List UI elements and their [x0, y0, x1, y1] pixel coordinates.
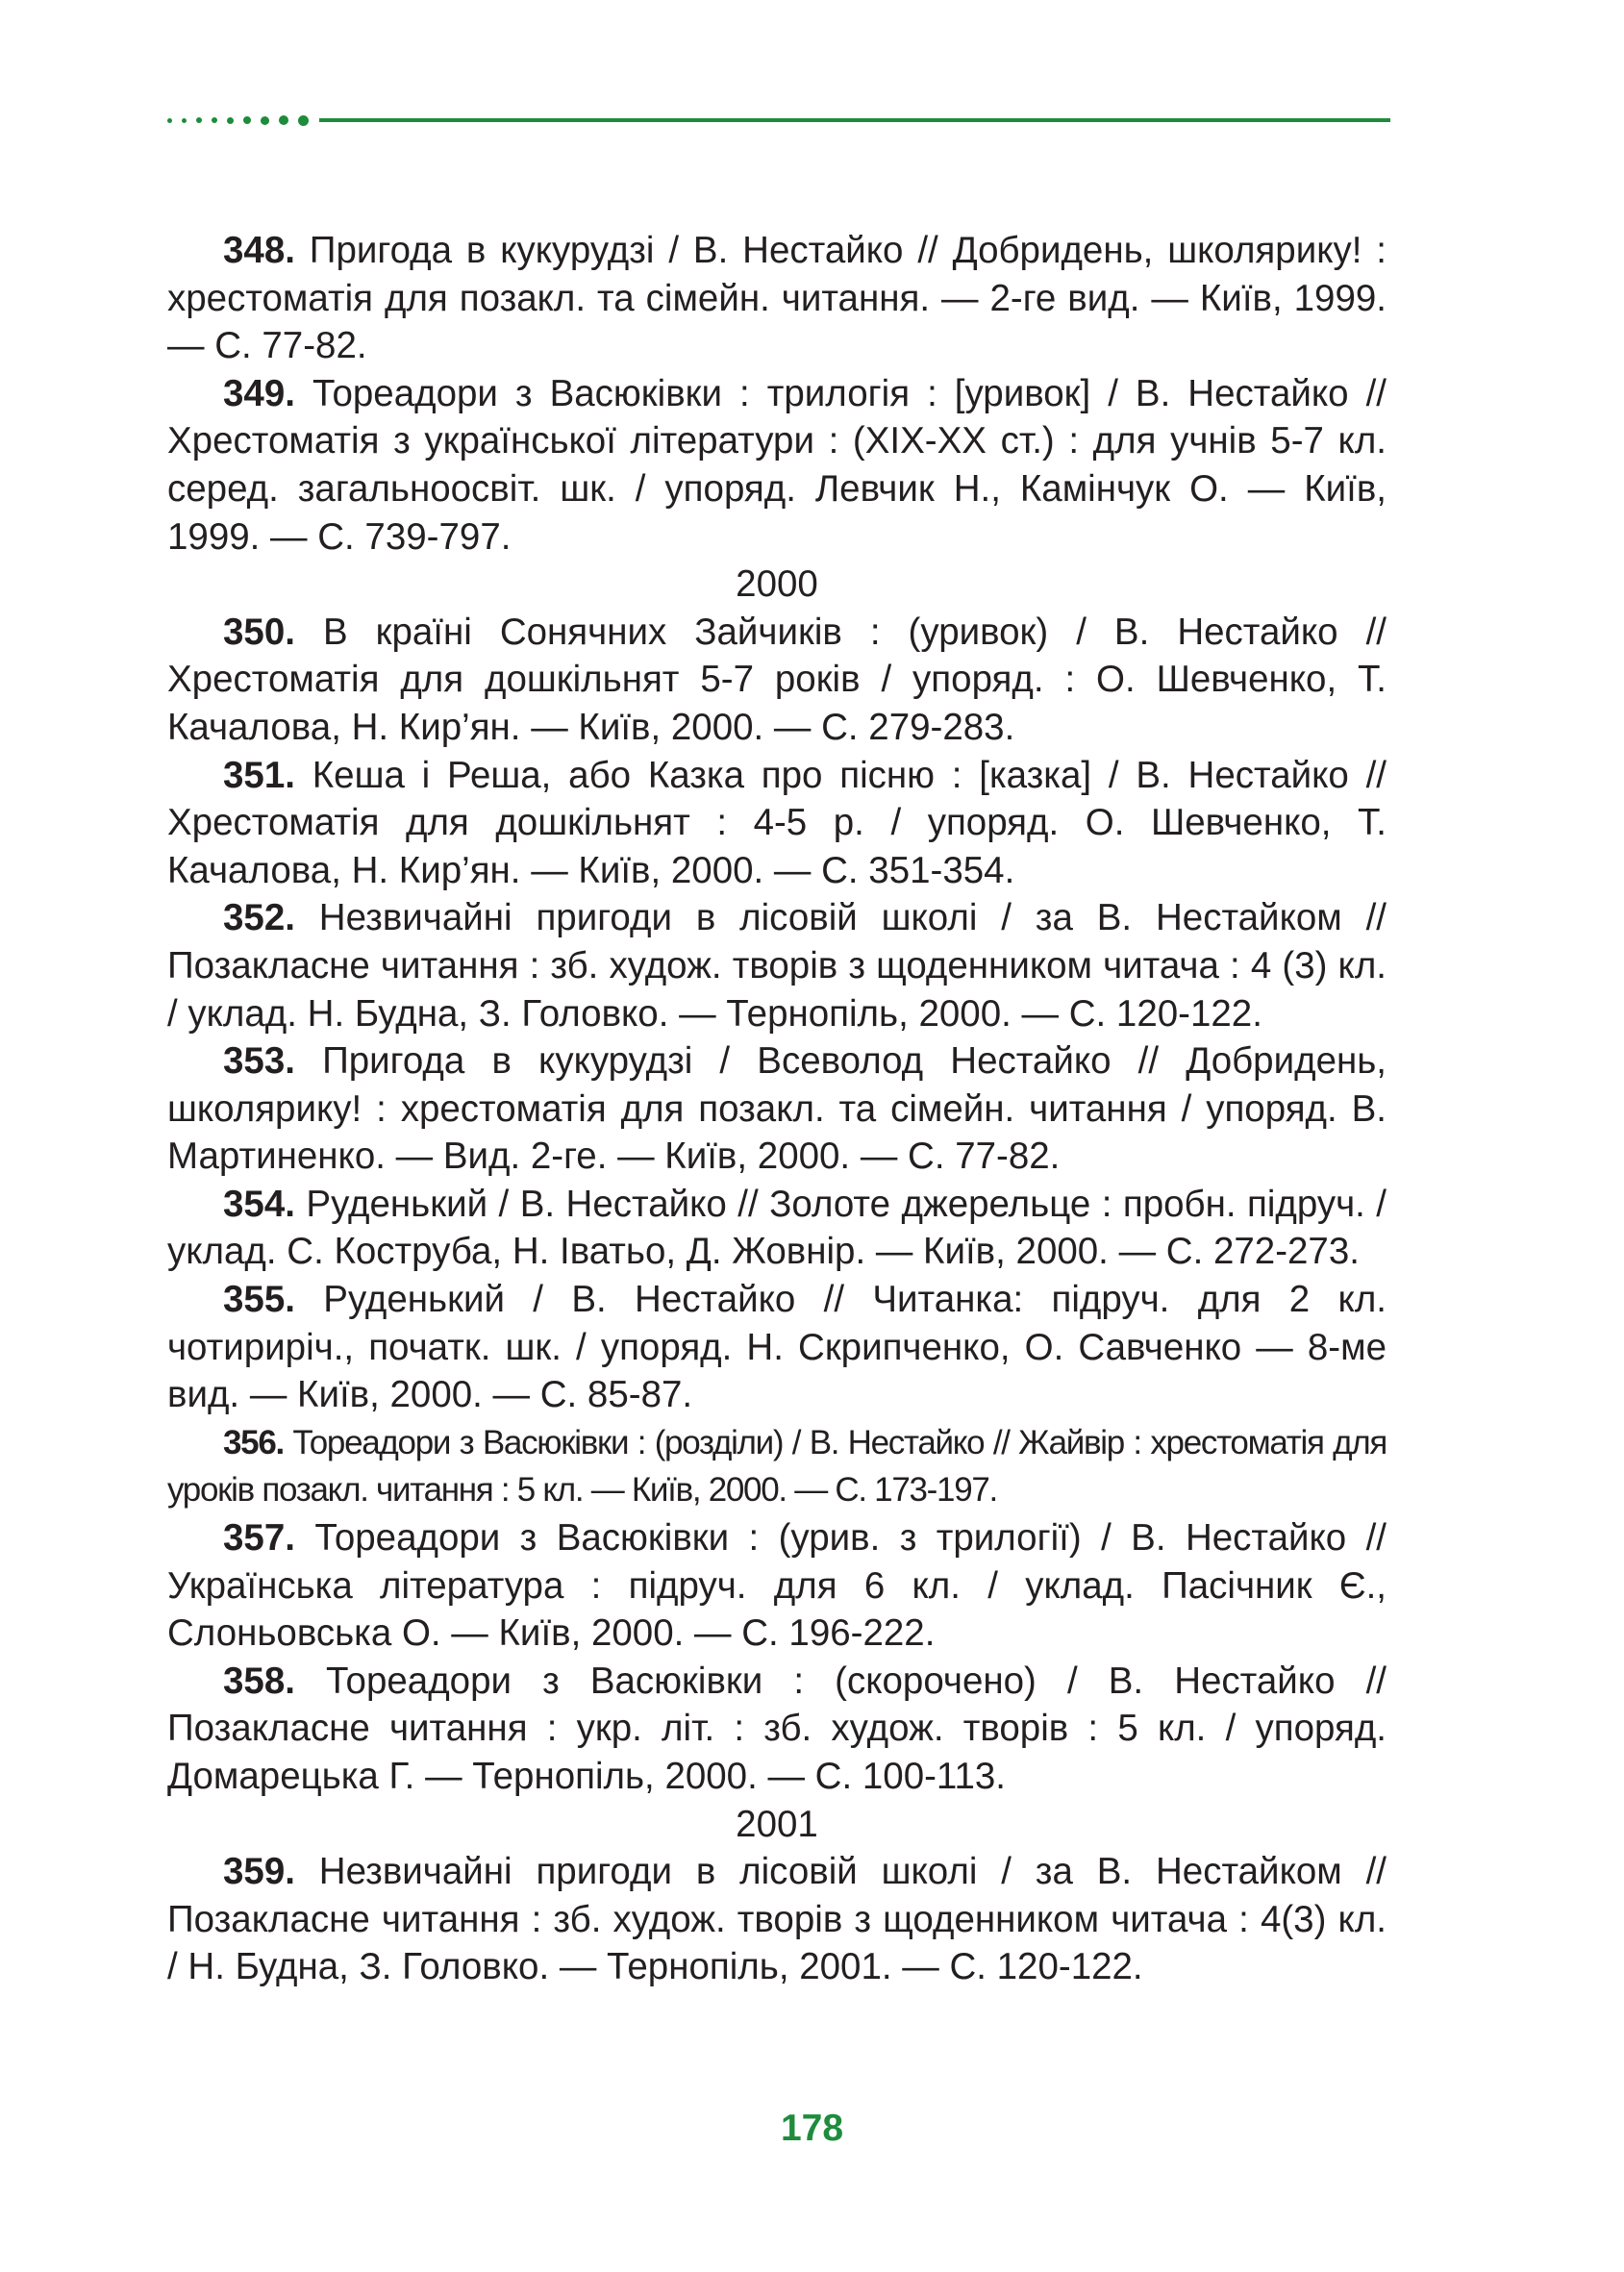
entry-text: Пригода в кукурудзі / Всеволод Нестайко // Добридень, школярику! : хрестоматія для позакл. та сімейн. читання / упоряд. В. Мартиненко. — Вид. 2-ге. — Київ, 2000. — С. 77-82. [167, 1040, 1387, 1178]
bibliography-entry [167, 752, 1387, 895]
entry-text: Тореадори з Васюківки : (урив. з трилогії) / В. Нестайко // Українська література : підруч. для 6 кл. / уклад. Пасічник Є., Слоньовська О. — Київ, 2000. — С. 196-222. [167, 1517, 1387, 1655]
year-heading: 2001 [736, 1803, 818, 1845]
page-number: 178 [780, 2108, 844, 2149]
entry-number: 356. [223, 1423, 284, 1461]
year-heading: 2000 [736, 563, 818, 606]
header-dot [227, 117, 234, 124]
entry-number: 358. [223, 1660, 295, 1702]
entry-text: Руденький / В. Нестайко // Золоте джерельце : пробн. підруч. / уклад. С. Коструба, Н. Іватьо, Д. Жовнір. — Київ, 2000. — С. 272-273. [167, 1183, 1387, 1273]
header-dot [182, 118, 187, 123]
entry-number: 352. [223, 897, 295, 939]
bibliography-entry [167, 370, 1387, 561]
entry-text: Тореадори з Васюківки : (розділи) / В. Нестайко // Жайвір : хрестоматія для уроків позакл. читання : 5 кл. — Київ, 2000. — С. 173-197. [167, 1423, 1387, 1510]
entry-text: Руденький / В. Нестайко // Читанка: підруч. для 2 кл. чотириріч., початк. шк. / упоряд. Н. Скрипченко, О. Савченко — 8-ме вид. — Київ, 2000. — С. 85-87. [167, 1279, 1387, 1416]
entry-text: Незвичайні пригоди в лісовій школі / за В. Нестайком // Позакласне читання : зб. худож. творів з щоденником читача : 4 (3) кл. / уклад. Н. Будна, З. Головко. — Тернопіль, 2000. — С. 120-122. [167, 897, 1387, 1035]
header-dot [212, 117, 217, 123]
entry-number: 359. [223, 1851, 295, 1893]
header-decorative-rule [167, 113, 1390, 127]
entry-text: Пригода в кукурудзі / В. Нестайко // Добридень, школярику! : хрестоматія для позакл. та сімейн. читання. — 2-ге вид. — Київ, 1999. — С. 77-82. [167, 230, 1387, 367]
entry-number: 354. [223, 1183, 295, 1225]
header-dot [243, 116, 251, 124]
entry-number: 348. [223, 230, 295, 271]
bibliography-entry [167, 1037, 1387, 1181]
entry-text: Тореадори з Васюківки : трилогія : [уривок] / В. Нестайко // Хрестоматія з української літератури : (XIX-XX ст.) : для учнів 5-7 кл. серед. загальноосвіт. шк. / упоряд. Левчик Н., Камінчук О. — Київ, 1999. — С. 739-797. [167, 372, 1387, 558]
entry-number: 349. [223, 372, 295, 414]
entry-number: 355. [223, 1279, 295, 1321]
entry-number: 357. [223, 1517, 295, 1560]
header-dots [167, 113, 318, 127]
entry-number: 350. [223, 611, 295, 653]
entry-number: 353. [223, 1040, 295, 1083]
bibliography-entry [167, 1848, 1387, 1991]
bibliography-entry [167, 1181, 1387, 1276]
bibliography-entry [167, 894, 1387, 1037]
bibliography-list [167, 227, 1387, 1991]
entry-text: Незвичайні пригоди в лісовій школі / за В. Нестайком // Позакласне читання : зб. худож. творів з щоденником читача : 4(3) кл. / Н. Будна, З. Головко. — Тернопіль, 2001. — С. 120-122. [167, 1851, 1387, 1988]
entry-text: Кеша і Реша, або Казка про пісню : [казка] / В. Нестайко // Хрестоматія для дошкільнят : 4-5 р. / упоряд. О. Шевченко, Т. Качалова, Н. Кир’ян. — Київ, 2000. — С. 351-354. [167, 754, 1387, 891]
header-dot [298, 115, 309, 126]
entry-text: В країні Сонячних Зайчиків : (уривок) / В. Нестайко // Хрестоматія для дошкільнят 5-7 років / упоряд. : О. Шевченко, Т. Качалова, Н. Кир’ян. — Київ, 2000. — С. 279-283. [167, 611, 1387, 748]
bibliography-entry [167, 609, 1387, 752]
header-dot [167, 118, 172, 123]
entry-text: Тореадори з Васюківки : (скорочено) / В. Нестайко // Позакласне читання : укр. літ. : зб. худож. творів : 5 кл. / упоряд. Домарецька Г. — Тернопіль, 2000. — С. 100-113. [167, 1660, 1387, 1797]
entry-number: 351. [223, 754, 295, 796]
header-dot [196, 117, 202, 123]
header-dot [261, 116, 269, 125]
bibliography-entry [167, 1514, 1387, 1658]
bibliography-entry [167, 1658, 1387, 1801]
bibliography-entry [167, 227, 1387, 370]
bibliography-entry [167, 1419, 1387, 1514]
bibliography-entry [167, 1276, 1387, 1419]
header-line [319, 118, 1390, 122]
header-dot [279, 115, 288, 125]
